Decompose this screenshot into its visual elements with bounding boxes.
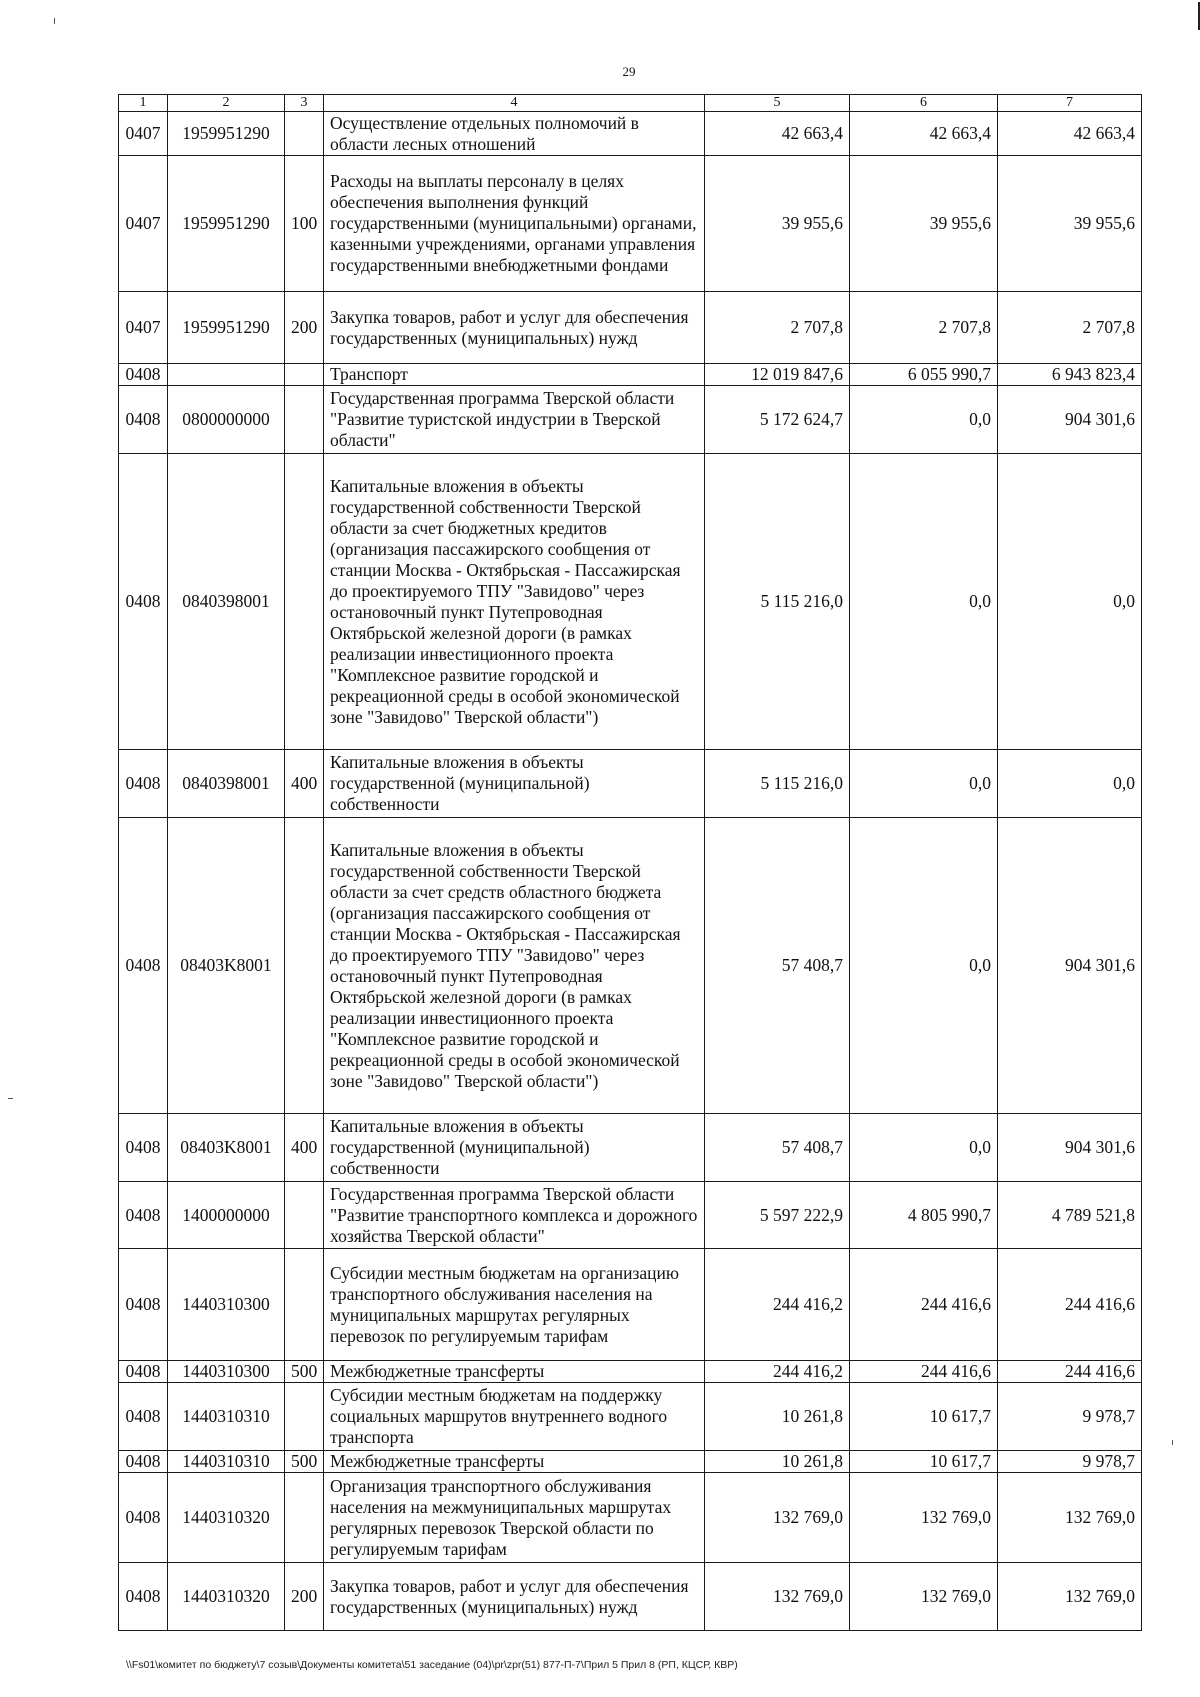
table-row (119, 156, 1142, 292)
expense-type-code: 200 (285, 292, 324, 364)
amount-col7: 9 978,7 (998, 1383, 1142, 1451)
expense-type-code (285, 1249, 324, 1361)
amount-col6: 6 055 990,7 (850, 364, 998, 386)
expense-type-code: 400 (285, 1114, 324, 1182)
item-name: Капитальные вложения в объекты государственной (муниципальной) собственности (324, 1114, 705, 1182)
amount-col5: 5 172 624,7 (705, 386, 850, 454)
amount-col6: 0,0 (850, 386, 998, 454)
table-row (119, 364, 1142, 386)
amount-col6: 0,0 (850, 1114, 998, 1182)
amount-col7: 4 789 521,8 (998, 1182, 1142, 1249)
amount-col6: 0,0 (850, 818, 998, 1114)
amount-col6: 4 805 990,7 (850, 1182, 998, 1249)
amount-col7: 132 769,0 (998, 1563, 1142, 1631)
item-name: Межбюджетные трансферты (324, 1451, 705, 1473)
amount-col5: 132 769,0 (705, 1473, 850, 1563)
section-code: 0408 (119, 1114, 168, 1182)
table-row (119, 1182, 1142, 1249)
amount-col5: 10 261,8 (705, 1451, 850, 1473)
target-article-code: 1400000000 (168, 1182, 285, 1249)
item-name: Государственная программа Тверской области "Развитие туристской индустрии в Тверской области" (324, 386, 705, 454)
section-code: 0408 (119, 1563, 168, 1631)
column-header: 6 (850, 95, 998, 112)
section-code: 0408 (119, 1383, 168, 1451)
scan-speck (8, 1098, 13, 1099)
target-article-code: 08403K8001 (168, 1114, 285, 1182)
item-name: Закупка товаров, работ и услуг для обеспечения государственных (муниципальных) нужд (324, 1563, 705, 1631)
amount-col6: 10 617,7 (850, 1383, 998, 1451)
section-code: 0408 (119, 1451, 168, 1473)
column-header: 7 (998, 95, 1142, 112)
amount-col5: 5 115 216,0 (705, 454, 850, 750)
column-header: 1 (119, 95, 168, 112)
section-code: 0408 (119, 1473, 168, 1563)
amount-col6: 10 617,7 (850, 1451, 998, 1473)
section-code: 0407 (119, 156, 168, 292)
amount-col5: 39 955,6 (705, 156, 850, 292)
amount-col7: 0,0 (998, 454, 1142, 750)
item-name: Капитальные вложения в объекты государственной (муниципальной) собственности (324, 750, 705, 818)
section-code: 0408 (119, 1249, 168, 1361)
amount-col7: 0,0 (998, 750, 1142, 818)
expense-type-code: 100 (285, 156, 324, 292)
target-article-code: 08403K8001 (168, 818, 285, 1114)
table-row (119, 1383, 1142, 1451)
amount-col5: 244 416,2 (705, 1249, 850, 1361)
section-code: 0408 (119, 364, 168, 386)
table-row (119, 750, 1142, 818)
amount-col5: 2 707,8 (705, 292, 850, 364)
item-name: Закупка товаров, работ и услуг для обеспечения государственных (муниципальных) нужд (324, 292, 705, 364)
table-row (119, 818, 1142, 1114)
amount-col6: 132 769,0 (850, 1473, 998, 1563)
amount-col5: 42 663,4 (705, 112, 850, 156)
amount-col5: 5 115 216,0 (705, 750, 850, 818)
expense-type-code: 200 (285, 1563, 324, 1631)
amount-col7: 39 955,6 (998, 156, 1142, 292)
table-row (119, 1473, 1142, 1563)
section-code: 0408 (119, 386, 168, 454)
table-row (119, 112, 1142, 156)
expense-type-code (285, 1182, 324, 1249)
expense-type-code (285, 454, 324, 750)
target-article-code: 1959951290 (168, 112, 285, 156)
item-name: Расходы на выплаты персоналу в целях обеспечения выполнения функций государственными (муниципальными) органами, казенными учреждениями, органами управления государственными внебюджетными фондами (324, 156, 705, 292)
amount-col5: 5 597 222,9 (705, 1182, 850, 1249)
target-article-code: 1440310320 (168, 1563, 285, 1631)
expense-type-code: 400 (285, 750, 324, 818)
target-article-code (168, 364, 285, 386)
section-code: 0408 (119, 1182, 168, 1249)
amount-col6: 132 769,0 (850, 1563, 998, 1631)
amount-col7: 244 416,6 (998, 1249, 1142, 1361)
target-article-code: 0800000000 (168, 386, 285, 454)
table-row (119, 1114, 1142, 1182)
scan-speck (54, 18, 55, 24)
amount-col5: 12 019 847,6 (705, 364, 850, 386)
amount-col6: 244 416,6 (850, 1361, 998, 1383)
section-code: 0407 (119, 292, 168, 364)
target-article-code: 1440310300 (168, 1249, 285, 1361)
item-name: Транспорт (324, 364, 705, 386)
item-name: Субсидии местным бюджетам на поддержку социальных маршрутов внутреннего водного транспорта (324, 1383, 705, 1451)
expense-type-code: 500 (285, 1361, 324, 1383)
item-name: Организация транспортного обслуживания населения на межмуниципальных маршрутах регулярных перевозок Тверской области по регулируемым тарифам (324, 1473, 705, 1563)
amount-col5: 57 408,7 (705, 1114, 850, 1182)
file-path-footer: \\Fs01\комитет по бюджету\7 созыв\Документы комитета\51 заседание (04)\pr\zpr(51) 877-П-7\Прил 5 Прил 8 (РП, КЦСР, КВР) (126, 1659, 738, 1671)
table-row (119, 1451, 1142, 1473)
amount-col5: 244 416,2 (705, 1361, 850, 1383)
target-article-code: 1440310320 (168, 1473, 285, 1563)
target-article-code: 0840398001 (168, 750, 285, 818)
section-code: 0408 (119, 454, 168, 750)
amount-col6: 0,0 (850, 750, 998, 818)
amount-col7: 42 663,4 (998, 112, 1142, 156)
item-name: Межбюджетные трансферты (324, 1361, 705, 1383)
item-name: Осуществление отдельных полномочий в области лесных отношений (324, 112, 705, 156)
amount-col7: 904 301,6 (998, 386, 1142, 454)
amount-col5: 10 261,8 (705, 1383, 850, 1451)
amount-col6: 42 663,4 (850, 112, 998, 156)
header-row (119, 95, 1142, 112)
expense-type-code (285, 386, 324, 454)
target-article-code: 1440310310 (168, 1451, 285, 1473)
target-article-code: 1959951290 (168, 156, 285, 292)
expense-type-code: 500 (285, 1451, 324, 1473)
amount-col6: 244 416,6 (850, 1249, 998, 1361)
target-article-code: 1959951290 (168, 292, 285, 364)
column-header: 5 (705, 95, 850, 112)
amount-col5: 57 408,7 (705, 818, 850, 1114)
expense-type-code (285, 1473, 324, 1563)
scan-speck (1172, 1440, 1173, 1445)
amount-col6: 39 955,6 (850, 156, 998, 292)
page-number: 29 (622, 64, 636, 79)
section-code: 0407 (119, 112, 168, 156)
item-name: Государственная программа Тверской области "Развитие транспортного комплекса и дорожного хозяйства Тверской области" (324, 1182, 705, 1249)
amount-col5: 132 769,0 (705, 1563, 850, 1631)
amount-col7: 6 943 823,4 (998, 364, 1142, 386)
expense-type-code (285, 112, 324, 156)
amount-col7: 904 301,6 (998, 818, 1142, 1114)
table-row (119, 1361, 1142, 1383)
table-row (119, 386, 1142, 454)
column-header: 3 (285, 95, 324, 112)
column-header: 2 (168, 95, 285, 112)
expense-type-code (285, 1383, 324, 1451)
amount-col7: 9 978,7 (998, 1451, 1142, 1473)
amount-col7: 904 301,6 (998, 1114, 1142, 1182)
section-code: 0408 (119, 1361, 168, 1383)
target-article-code: 1440310300 (168, 1361, 285, 1383)
amount-col6: 0,0 (850, 454, 998, 750)
item-name: Капитальные вложения в объекты государственной собственности Тверской области за счет средств областного бюджета (организация пассажирского сообщения от станции Москва - Октябрьская - Пассажирская до проектируемого ТПУ "Завидово" через остановочный пункт Путепроводная Октябрьской железной дороги (в рамках реализации инвестиционного проекта "Комплексное развитие городской и рекреационной среды в особой экономической зоне "Завидово" Тверской области") (324, 818, 705, 1114)
amount-col7: 2 707,8 (998, 292, 1142, 364)
table-row (119, 1249, 1142, 1361)
item-name: Капитальные вложения в объекты государственной собственности Тверской области за счет бюджетных кредитов (организация пассажирского сообщения от станции Москва - Октябрьская - Пассажирская до проектируемого ТПУ "Завидово" через остановочный пункт Путепроводная Октябрьской железной дороги (в рамках реализации инвестиционного проекта "Комплексное развитие городской и рекреационной среды в особой экономической зоне "Завидово" Тверской области") (324, 454, 705, 750)
expense-type-code (285, 818, 324, 1114)
amount-col7: 244 416,6 (998, 1361, 1142, 1383)
table-row (119, 1563, 1142, 1631)
table-row (119, 454, 1142, 750)
amount-col7: 132 769,0 (998, 1473, 1142, 1563)
section-code: 0408 (119, 750, 168, 818)
budget-table (118, 94, 1142, 1631)
target-article-code: 1440310310 (168, 1383, 285, 1451)
amount-col6: 2 707,8 (850, 292, 998, 364)
section-code: 0408 (119, 818, 168, 1114)
expense-type-code (285, 364, 324, 386)
column-header: 4 (324, 95, 705, 112)
target-article-code: 0840398001 (168, 454, 285, 750)
item-name: Субсидии местным бюджетам на организацию транспортного обслуживания населения на муниципальных маршрутах регулярных перевозок по регулируемым тарифам (324, 1249, 705, 1361)
table-row (119, 292, 1142, 364)
